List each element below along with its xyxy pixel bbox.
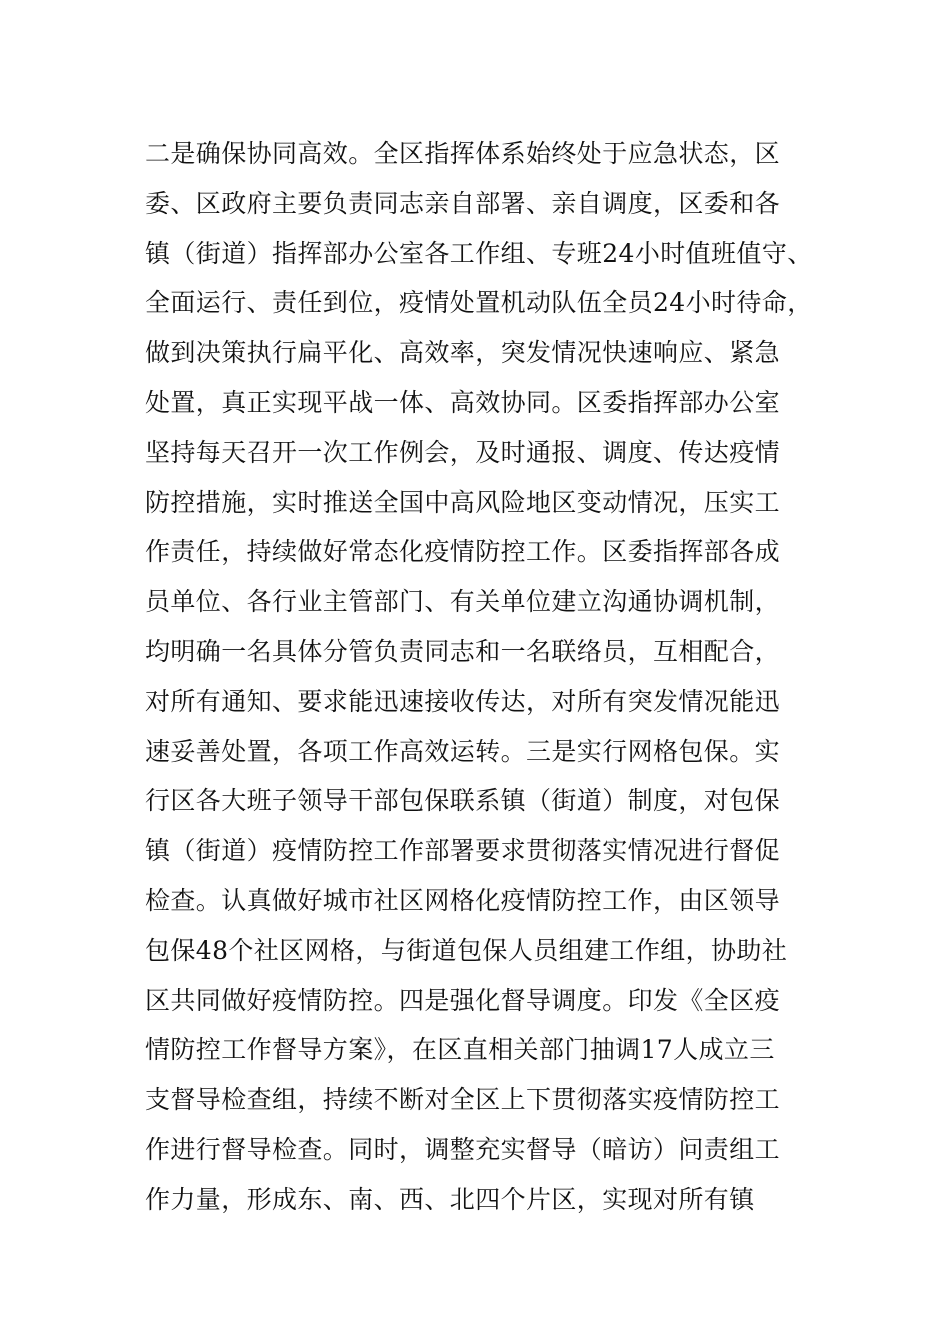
text-line-5: 做到决策执行扁平化、高效率，突发情况快速响应、紧急 <box>145 338 781 368</box>
text-line-18: 区共同做好疫情防控。四是强化督导调度。印发《全区疫 <box>145 985 781 1015</box>
text-line-12: 对所有通知、要求能迅速接收传达，对所有突发情况能迅 <box>145 686 781 716</box>
text-line-13: 速妥善处置，各项工作高效运转。三是实行网格包保。实 <box>145 736 781 766</box>
text-line-8: 防控措施，实时推送全国中高风险地区变动情况，压实工 <box>145 487 781 517</box>
text-line-22: 作力量，形成东、南、西、北四个片区，实现对所有镇 <box>145 1184 755 1214</box>
text-line-19: 情防控工作督导方案》，在区直相关部门抽调17人成立三 <box>145 1035 775 1065</box>
text-line-10: 员单位、各行业主管部门、有关单位建立沟通协调机制， <box>145 587 781 617</box>
text-line-11: 均明确一名具体分管负责同志和一名联络员，互相配合， <box>145 636 781 666</box>
text-line-15: 镇（街道）疫情防控工作部署要求贯彻落实情况进行督促 <box>145 836 781 866</box>
text-line-17: 包保48个社区网格，与街道包保人员组建工作组，协助社 <box>145 935 788 965</box>
text-line-4: 全面运行、责任到位，疫情处置机动队伍全员24小时待命， <box>145 288 813 318</box>
text-line-7: 坚持每天召开一次工作例会，及时通报、调度、传达疫情 <box>145 437 781 467</box>
text-line-14: 行区各大班子领导干部包保联系镇（街道）制度，对包保 <box>145 786 781 816</box>
text-line-16: 检查。认真做好城市社区网格化疫情防控工作，由区领导 <box>145 885 781 915</box>
text-line-2: 委、区政府主要负责同志亲自部署、亲自调度，区委和各 <box>145 188 781 218</box>
text-line-20: 支督导检查组，持续不断对全区上下贯彻落实疫情防控工 <box>145 1085 781 1115</box>
body-paragraph <box>145 129 845 1225</box>
text-line-1: 二是确保协同高效。全区指挥体系始终处于应急状态，区 <box>145 139 781 168</box>
text-line-6: 处置，真正实现平战一体、高效协同。区委指挥部办公室 <box>145 387 781 417</box>
text-line-21: 作进行督导检查。同时，调整充实督导（暗访）问责组工 <box>145 1134 781 1164</box>
text-line-9: 作责任，持续做好常态化疫情防控工作。区委指挥部各成 <box>145 537 781 567</box>
text-line-3: 镇（街道）指挥部办公室各工作组、专班24小时值班值守、 <box>145 238 813 268</box>
